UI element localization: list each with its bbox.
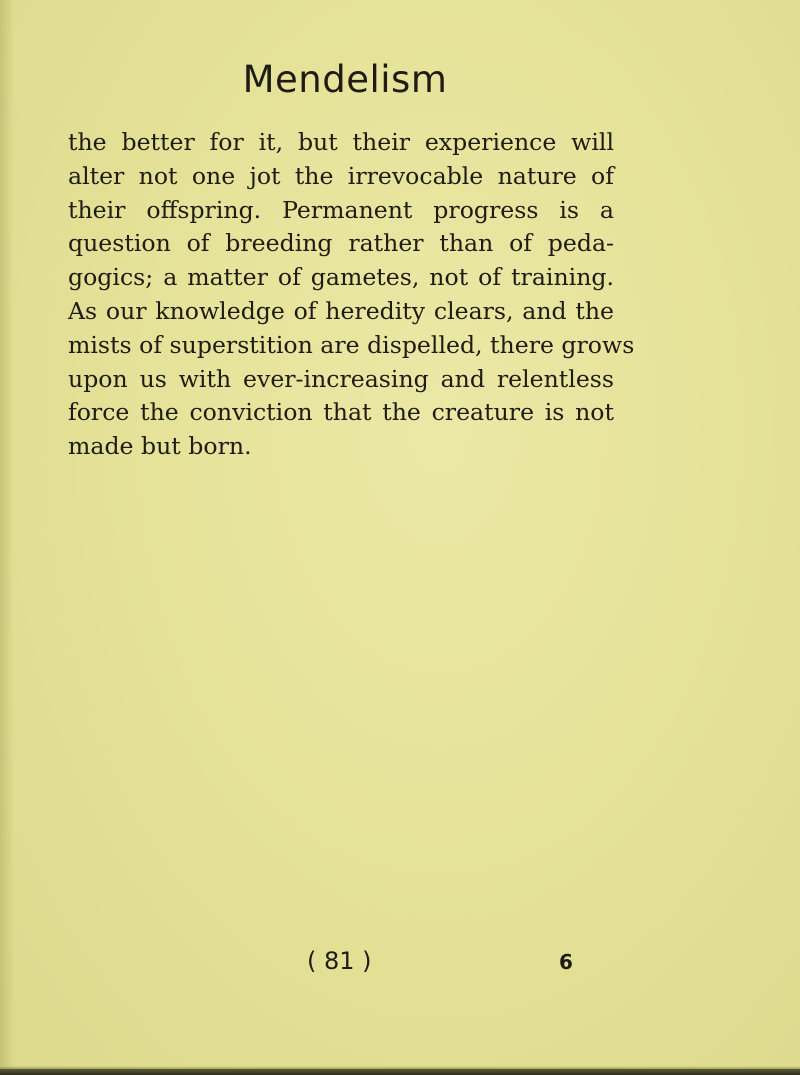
text-line: their offspring. Permanent progress is a [68,195,614,224]
running-head: Mendelism [242,58,448,101]
page-number: ( 81 ) [307,947,372,975]
gutter-shadow [0,0,14,1075]
text-line: mists of superstition are dispelled, there grows [68,330,635,359]
text-line: gogics; a matter of gametes, not of training. [68,263,614,292]
signature-mark: 6 [559,950,573,974]
text-line: alter not one jot the irrevocable nature of [68,161,614,190]
text-line: upon us with ever-increasing and relentless [68,364,614,393]
text-line-last: made but born. [68,432,252,461]
page-bottom-edge [0,1069,800,1075]
text-line: question of breeding rather than of peda- [68,229,614,258]
body-paragraph [68,126,635,464]
text-line: the better for it, but their experience will [68,128,614,156]
text-line: force the conviction that the creature is not [68,398,614,427]
text-line: As our knowledge of heredity clears, and the [68,296,614,325]
